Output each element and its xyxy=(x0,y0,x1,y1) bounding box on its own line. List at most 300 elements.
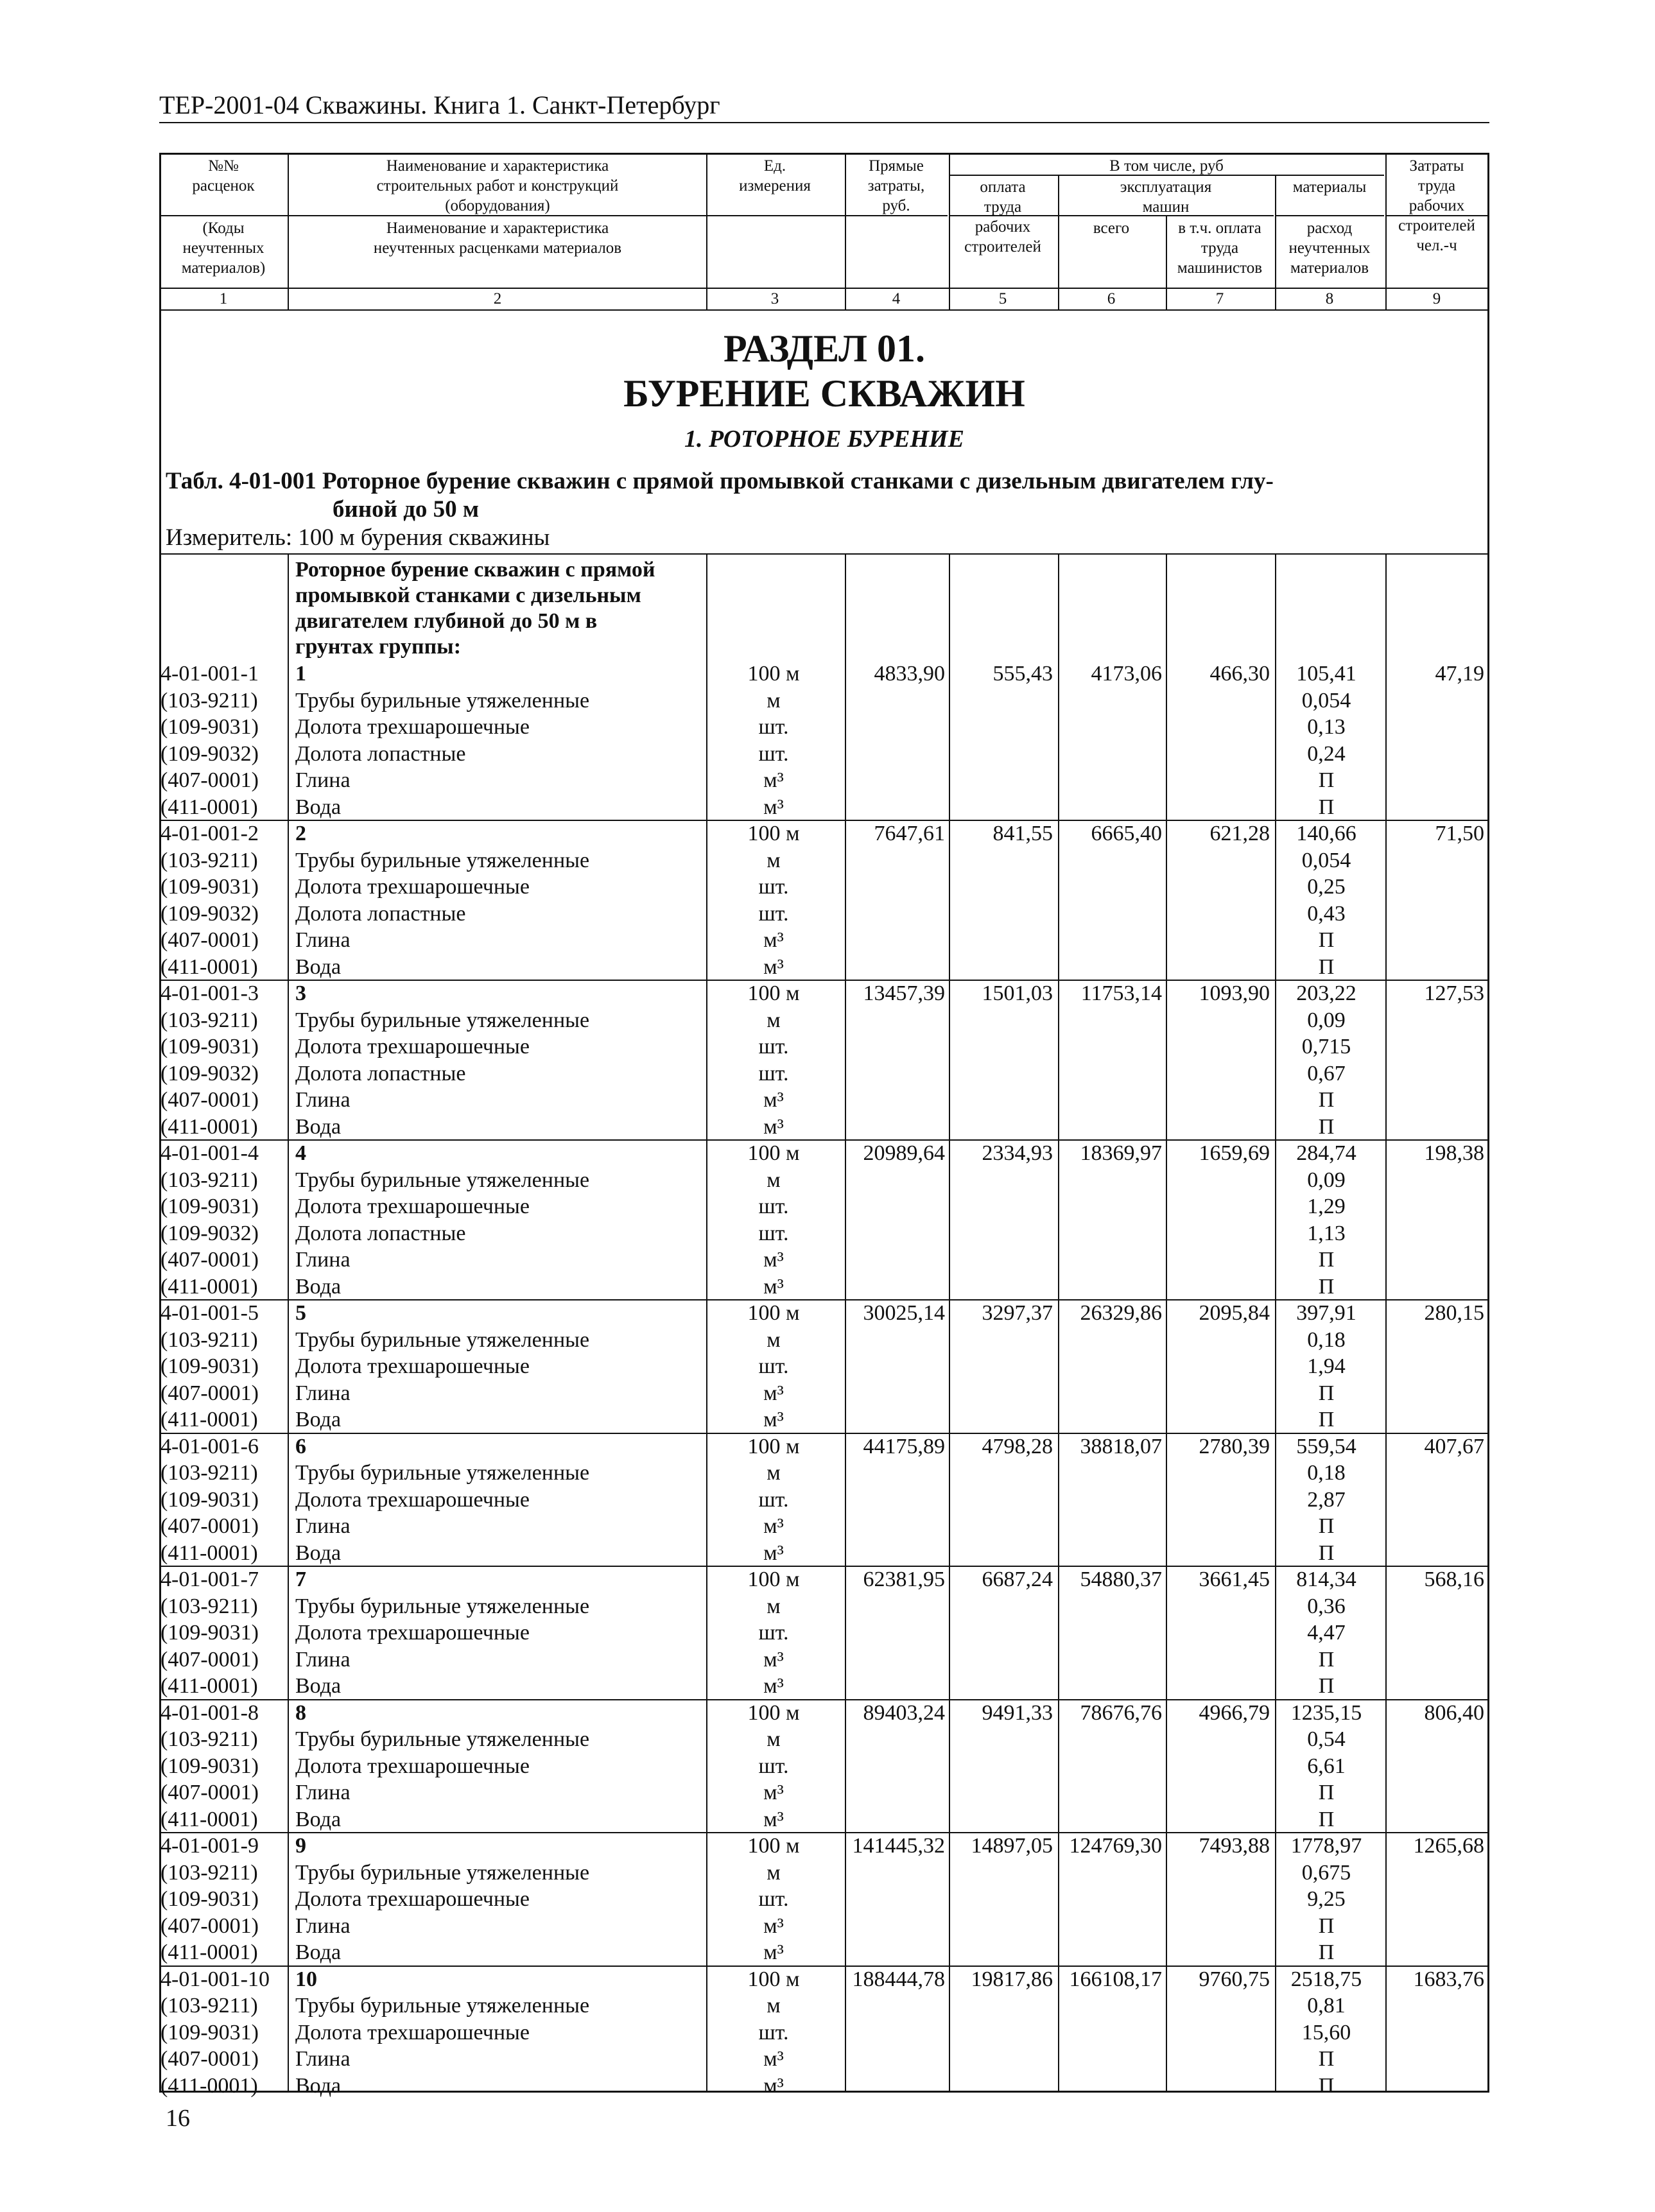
row-code: (407-0001) xyxy=(160,1248,259,1272)
row-c8: 397,91 xyxy=(1296,1301,1356,1325)
row-name: Трубы бурильные утяжеленные xyxy=(295,1008,590,1032)
mat-header: материалы xyxy=(1292,178,1367,196)
row-unit: 100 м xyxy=(747,1568,800,1591)
measurement-unit: Измеритель: 100 м бурения скважины xyxy=(166,524,550,551)
row-unit: м³ xyxy=(763,955,784,979)
row-c8: 0,09 xyxy=(1307,1168,1346,1192)
row-unit: шт. xyxy=(758,1061,789,1085)
row-unit: 100 м xyxy=(747,1301,800,1325)
col9-header: Затраты труда рабочих строителей чел.-ч xyxy=(1398,157,1475,254)
row-unit: 100 м xyxy=(747,1434,800,1458)
row-unit: м³ xyxy=(763,1914,784,1938)
row-name: Глина xyxy=(295,1647,351,1672)
row-unit: м xyxy=(767,1727,781,1751)
row-code: (411-0001) xyxy=(160,1674,258,1698)
row-code: (109-9031) xyxy=(160,1354,259,1378)
row-c9: 280,15 xyxy=(1424,1301,1484,1325)
row-code: (109-9032) xyxy=(160,1221,259,1245)
row-c8: 1,94 xyxy=(1307,1354,1346,1378)
row-name: Долота трехшарошечные xyxy=(295,715,530,739)
row-c8: П xyxy=(1318,1674,1335,1698)
row-code: (407-0001) xyxy=(160,1088,259,1112)
row-c6: 6665,40 xyxy=(1091,822,1162,845)
row-unit: м xyxy=(767,1594,781,1618)
row-code: 4-01-001-4 xyxy=(160,1141,259,1165)
row-unit: м xyxy=(767,1168,781,1192)
row-c8: 284,74 xyxy=(1296,1141,1356,1165)
row-c5: 3297,37 xyxy=(982,1301,1053,1325)
header-divider-c9 xyxy=(1385,215,1489,216)
row-c9: 198,38 xyxy=(1424,1141,1484,1165)
row-c6: 124769,30 xyxy=(1069,1834,1162,1858)
row-unit: шт. xyxy=(758,2020,789,2044)
row-unit: м³ xyxy=(763,1381,784,1405)
row-name: 9 xyxy=(295,1834,306,1858)
row-c4: 141445,32 xyxy=(852,1834,945,1858)
row-name: Глина xyxy=(295,1088,351,1112)
row-c8: П xyxy=(1318,928,1335,952)
row-c8: П xyxy=(1318,1781,1335,1804)
row-c6: 54880,37 xyxy=(1080,1568,1162,1591)
vline-b1 xyxy=(288,553,289,2093)
row-name: Глина xyxy=(295,1248,351,1272)
expl-header: эксплуатация машин xyxy=(1120,178,1212,216)
row-unit: шт. xyxy=(758,1195,789,1218)
row-unit: шт. xyxy=(758,715,789,739)
row-name: Вода xyxy=(295,795,342,819)
vline-b7 xyxy=(1275,553,1276,2093)
row-code: (407-0001) xyxy=(160,1647,259,1672)
colnum-6: 6 xyxy=(1107,290,1116,307)
vline-h2 xyxy=(706,153,707,309)
row-code: (103-9211) xyxy=(160,1860,258,1885)
header-divider-left xyxy=(159,215,948,216)
row-code: (411-0001) xyxy=(160,1807,258,1831)
row-c9: 47,19 xyxy=(1435,662,1484,686)
row-unit: м³ xyxy=(763,1114,784,1139)
row-code: (103-9211) xyxy=(160,1327,258,1352)
row-name: Вода xyxy=(295,1541,342,1565)
colnum-3: 3 xyxy=(770,290,779,307)
row-c6: 18369,97 xyxy=(1080,1141,1162,1165)
row-unit: м³ xyxy=(763,1541,784,1565)
colnum-1: 1 xyxy=(219,290,228,307)
row-name: Долота трехшарошечные xyxy=(295,1195,530,1218)
row-c8: П xyxy=(1318,1248,1335,1272)
row-code: 4-01-001-7 xyxy=(160,1568,259,1591)
row-name: Вода xyxy=(295,1807,342,1831)
row-code: (407-0001) xyxy=(160,928,259,952)
row-unit: м³ xyxy=(763,1248,784,1272)
row-unit: м³ xyxy=(763,1408,784,1431)
vline-h8 xyxy=(1385,153,1387,309)
row-unit: м xyxy=(767,1994,781,2018)
row-code: (103-9211) xyxy=(160,1994,258,2018)
row-name: Трубы бурильные утяжеленные xyxy=(295,688,590,713)
row-name: Трубы бурильные утяжеленные xyxy=(295,1860,590,1885)
row-unit: 100 м xyxy=(747,822,800,845)
row-c4: 13457,39 xyxy=(863,981,945,1005)
row-unit: м³ xyxy=(763,1781,784,1804)
row-unit: м xyxy=(767,848,781,872)
row-name: Глина xyxy=(295,1381,351,1405)
row-unit: м³ xyxy=(763,2073,784,2098)
vline-b3 xyxy=(845,553,846,2093)
row-c5: 6687,24 xyxy=(982,1568,1053,1591)
row-c8: 0,43 xyxy=(1307,901,1346,926)
row-c4: 7647,61 xyxy=(874,822,945,845)
row-c8: П xyxy=(1318,1914,1335,1938)
vline-h1 xyxy=(288,153,289,309)
colnum-8: 8 xyxy=(1325,290,1334,307)
page-number: 16 xyxy=(166,2105,190,2132)
row-c7: 7493,88 xyxy=(1199,1834,1270,1858)
row-name: 5 xyxy=(295,1301,306,1325)
row-code: 4-01-001-9 xyxy=(160,1834,259,1858)
row-c6: 4173,06 xyxy=(1091,662,1162,686)
row-code: 4-01-001-6 xyxy=(160,1434,259,1458)
row-code: 4-01-001-10 xyxy=(160,1967,270,1991)
col3-header: Ед. измерения xyxy=(739,157,811,194)
row-c8: 0,25 xyxy=(1307,875,1346,899)
colnum-bottom xyxy=(159,309,1489,311)
row-name: Трубы бурильные утяжеленные xyxy=(295,1327,590,1352)
row-c7: 466,30 xyxy=(1209,662,1270,686)
row-code: (103-9211) xyxy=(160,1008,258,1032)
row-unit: м³ xyxy=(763,1807,784,1831)
section-subtitle: 1. РОТОРНОЕ БУРЕНИЕ xyxy=(684,426,964,453)
section-title-1: РАЗДЕЛ 01. xyxy=(723,327,926,370)
row-c7: 9760,75 xyxy=(1199,1967,1270,1991)
row-code: (109-9031) xyxy=(160,875,259,899)
row-c7: 2780,39 xyxy=(1199,1434,1270,1458)
row-code: (109-9031) xyxy=(160,1887,259,1911)
row-c8: 1235,15 xyxy=(1290,1700,1362,1725)
row-name: Глина xyxy=(295,768,351,792)
row-unit: м³ xyxy=(763,768,784,792)
row-code: 4-01-001-2 xyxy=(160,822,259,845)
colnum-9: 9 xyxy=(1432,290,1441,307)
vline-h4 xyxy=(949,153,950,309)
vline-b5 xyxy=(1058,553,1059,2093)
col4-header: Прямые затраты, руб. xyxy=(867,157,925,214)
row-name: Трубы бурильные утяжеленные xyxy=(295,1461,590,1485)
row-unit: шт. xyxy=(758,741,789,766)
row-c5: 555,43 xyxy=(992,662,1053,686)
row-c6: 26329,86 xyxy=(1080,1301,1162,1325)
row-c5: 9491,33 xyxy=(982,1700,1053,1725)
row-code: (411-0001) xyxy=(160,795,258,819)
row-c8: 9,25 xyxy=(1307,1887,1346,1911)
row-code: (103-9211) xyxy=(160,1461,258,1485)
row-c9: 568,16 xyxy=(1424,1568,1484,1591)
row-unit: 100 м xyxy=(747,1141,800,1165)
row-c7: 621,28 xyxy=(1209,822,1270,845)
row-code: (407-0001) xyxy=(160,2047,259,2071)
row-c8: 1,13 xyxy=(1307,1221,1346,1245)
row-unit: 100 м xyxy=(747,662,800,686)
row-code: (109-9032) xyxy=(160,1061,259,1085)
page-header: ТЕР-2001-04 Скважины. Книга 1. Санкт-Петербург xyxy=(159,91,720,119)
row-unit: м³ xyxy=(763,1514,784,1538)
row-unit: м³ xyxy=(763,1088,784,1112)
row-c4: 20989,64 xyxy=(863,1141,945,1165)
row-c7: 4966,79 xyxy=(1199,1700,1270,1725)
row-code: (411-0001) xyxy=(160,1940,258,1964)
row-c4: 188444,78 xyxy=(852,1967,945,1991)
col1-subheader: (Коды неучтенных материалов) xyxy=(181,220,266,277)
row-code: (109-9031) xyxy=(160,1195,259,1218)
row-name: 10 xyxy=(295,1967,317,1991)
row-unit: шт. xyxy=(758,875,789,899)
row-code: (411-0001) xyxy=(160,1114,258,1139)
row-c8: П xyxy=(1318,768,1335,792)
row-unit: м³ xyxy=(763,1647,784,1672)
colnum-7: 7 xyxy=(1215,290,1224,307)
col2-subheader: Наименование и характеристика неучтенных расценками материалов xyxy=(373,220,622,257)
row-code: (109-9031) xyxy=(160,1487,259,1512)
row-unit: 100 м xyxy=(747,1834,800,1858)
row-c6: 38818,07 xyxy=(1080,1434,1162,1458)
row-code: (411-0001) xyxy=(160,1274,258,1299)
row-unit: м xyxy=(767,1008,781,1032)
row-code: (411-0001) xyxy=(160,2073,258,2098)
row-c8: 0,18 xyxy=(1307,1461,1346,1485)
row-code: (109-9031) xyxy=(160,715,259,739)
row-c8: 0,54 xyxy=(1307,1727,1346,1751)
row-c5: 2334,93 xyxy=(982,1141,1053,1165)
row-unit: шт. xyxy=(758,1354,789,1378)
row-unit: м³ xyxy=(763,928,784,952)
row-code: (103-9211) xyxy=(160,1594,258,1618)
col5-header: оплата труда рабочих строителей xyxy=(964,178,1041,255)
row-unit: шт. xyxy=(758,1487,789,1512)
row-name: Вода xyxy=(295,955,342,979)
row-name: Вода xyxy=(295,1274,342,1299)
row-c4: 30025,14 xyxy=(863,1301,945,1325)
row-c8: 0,675 xyxy=(1301,1860,1351,1885)
row-c5: 14897,05 xyxy=(971,1834,1053,1858)
row-c8: 0,18 xyxy=(1307,1327,1346,1352)
row-c8: П xyxy=(1318,1408,1335,1431)
row-c5: 4798,28 xyxy=(982,1434,1053,1458)
col2-header: Наименование и характеристика строительных работ и конструкций (оборудования) xyxy=(376,157,619,214)
row-unit: м xyxy=(767,1461,781,1485)
row-code: (407-0001) xyxy=(160,768,259,792)
row-c9: 806,40 xyxy=(1424,1700,1484,1725)
row-c4: 89403,24 xyxy=(863,1700,945,1725)
row-unit: м xyxy=(767,688,781,713)
row-c8: П xyxy=(1318,1274,1335,1299)
row-code: (109-9032) xyxy=(160,741,259,766)
header-divider-mat xyxy=(1275,215,1384,216)
row-c8: П xyxy=(1318,1088,1335,1112)
row-name: 2 xyxy=(295,822,306,845)
row-name: Вода xyxy=(295,2073,342,2098)
row-code: (411-0001) xyxy=(160,955,258,979)
row-c5: 841,55 xyxy=(992,822,1053,845)
row-c7: 1659,69 xyxy=(1199,1141,1270,1165)
row-c8: 105,41 xyxy=(1296,662,1356,686)
row-name: Долота трехшарошечные xyxy=(295,1487,530,1512)
col1-header: №№ расценок xyxy=(192,157,255,194)
row-c8: 2,87 xyxy=(1307,1487,1346,1512)
row-c9: 71,50 xyxy=(1435,822,1484,845)
row-name: 4 xyxy=(295,1141,306,1165)
row-unit: м³ xyxy=(763,2047,784,2071)
row-code: 4-01-001-8 xyxy=(160,1700,259,1725)
row-c6: 166108,17 xyxy=(1069,1967,1162,1991)
row-code: (109-9031) xyxy=(160,1035,259,1058)
row-code: (411-0001) xyxy=(160,1541,258,1565)
row-code: (103-9211) xyxy=(160,1727,258,1751)
row-c9: 1683,76 xyxy=(1413,1967,1484,1991)
row-name: Глина xyxy=(295,928,351,952)
row-name: 6 xyxy=(295,1434,306,1458)
row-c8: 814,34 xyxy=(1296,1568,1356,1591)
row-name: Трубы бурильные утяжеленные xyxy=(295,1594,590,1618)
row-unit: 100 м xyxy=(747,981,800,1005)
section-title-2: БУРЕНИЕ СКВАЖИН xyxy=(623,372,1025,415)
row-name: 7 xyxy=(295,1568,306,1591)
row-name: Глина xyxy=(295,2047,351,2071)
row-c8: 203,22 xyxy=(1296,981,1356,1005)
row-c8: 559,54 xyxy=(1296,1434,1356,1458)
row-unit: шт. xyxy=(758,1754,789,1778)
row-code: (407-0001) xyxy=(160,1781,259,1804)
row-c8: 2518,75 xyxy=(1290,1967,1362,1991)
row-c8: 0,36 xyxy=(1307,1594,1346,1618)
row-c7: 2095,84 xyxy=(1199,1301,1270,1325)
header-divider-c5 xyxy=(949,215,1058,216)
row-c8: 0,81 xyxy=(1307,1994,1346,2018)
row-code: (109-9032) xyxy=(160,901,259,926)
row-c6: 78676,76 xyxy=(1080,1700,1162,1725)
row-c4: 4833,90 xyxy=(874,662,945,686)
row-name: 3 xyxy=(295,981,306,1005)
row-c8: 0,13 xyxy=(1307,715,1346,739)
row-c8: 4,47 xyxy=(1307,1621,1346,1645)
row-c8: 6,61 xyxy=(1307,1754,1346,1778)
row-code: (109-9031) xyxy=(160,1754,259,1778)
row-unit: м³ xyxy=(763,1674,784,1698)
vline-b6 xyxy=(1166,553,1167,2093)
row-c6: 11753,14 xyxy=(1080,981,1162,1005)
col7-header: в т.ч. оплата труда машинистов xyxy=(1177,220,1263,277)
row-unit: м³ xyxy=(763,795,784,819)
row-c8: 0,715 xyxy=(1301,1035,1351,1058)
row-unit: шт. xyxy=(758,1035,789,1058)
row-c7: 3661,45 xyxy=(1199,1568,1270,1591)
row-c7: 1093,90 xyxy=(1199,981,1270,1005)
row-c8: 0,24 xyxy=(1307,741,1346,766)
row-c8: 1,29 xyxy=(1307,1195,1346,1218)
row-name: Глина xyxy=(295,1914,351,1938)
row-name: Долота трехшарошечные xyxy=(295,1354,530,1378)
row-c8: П xyxy=(1318,1940,1335,1964)
row-c8: 0,09 xyxy=(1307,1008,1346,1032)
row-name: Долота трехшарошечные xyxy=(295,875,530,899)
row-code: (411-0001) xyxy=(160,1408,258,1431)
row-name: 1 xyxy=(295,662,306,686)
row-name: Вода xyxy=(295,1114,342,1139)
row-code: (407-0001) xyxy=(160,1514,259,1538)
row-name: Глина xyxy=(295,1781,351,1804)
row-name: Долота лопастные xyxy=(295,741,466,766)
row-unit: м³ xyxy=(763,1940,784,1964)
row-c8: П xyxy=(1318,1514,1335,1538)
row-name: Долота трехшарошечные xyxy=(295,2020,530,2044)
row-code: (109-9031) xyxy=(160,1621,259,1645)
colnum-5: 5 xyxy=(998,290,1007,307)
group-desc: Роторное бурение скважин с прямой промывкой станками с дизельным двигателем глубиной до 50 м в грунтах группы: xyxy=(295,558,655,659)
row-name: Глина xyxy=(295,1514,351,1538)
row-c4: 44175,89 xyxy=(863,1434,945,1458)
row-code: 4-01-001-3 xyxy=(160,981,259,1005)
row-c9: 407,67 xyxy=(1424,1434,1484,1458)
row-c8: П xyxy=(1318,1381,1335,1405)
row-c8: 1778,97 xyxy=(1290,1834,1362,1858)
row-name: Долота трехшарошечные xyxy=(295,1035,530,1058)
row-c8: 140,66 xyxy=(1296,822,1356,845)
row-unit: шт. xyxy=(758,1621,789,1645)
row-name: Долота трехшарошечные xyxy=(295,1754,530,1778)
row-unit: м xyxy=(767,1860,781,1885)
row-name: 8 xyxy=(295,1700,306,1725)
row-code: (103-9211) xyxy=(160,688,258,713)
row-c8: 0,054 xyxy=(1301,688,1351,713)
row-c8: 0,054 xyxy=(1301,848,1351,872)
row-c8: П xyxy=(1318,2073,1335,2098)
row-unit: м³ xyxy=(763,1274,784,1299)
row-code: (109-9031) xyxy=(160,2020,259,2044)
row-c8: П xyxy=(1318,795,1335,819)
row-name: Долота трехшарошечные xyxy=(295,1621,530,1645)
row-name: Трубы бурильные утяжеленные xyxy=(295,1168,590,1192)
row-name: Трубы бурильные утяжеленные xyxy=(295,1727,590,1751)
row-name: Вода xyxy=(295,1408,342,1431)
header-divider-incl xyxy=(949,175,1384,176)
meter-rule xyxy=(159,553,1489,555)
row-c8: П xyxy=(1318,1647,1335,1672)
row-name: Вода xyxy=(295,1940,342,1964)
row-unit: шт. xyxy=(758,1221,789,1245)
row-c8: П xyxy=(1318,955,1335,979)
row-code: (103-9211) xyxy=(160,1168,258,1192)
incl-header: В том числе, руб xyxy=(1109,157,1224,175)
row-c9: 1265,68 xyxy=(1413,1834,1484,1858)
row-unit: 100 м xyxy=(747,1700,800,1725)
row-code: 4-01-001-1 xyxy=(160,662,259,686)
row-name: Вода xyxy=(295,1674,342,1698)
row-c4: 62381,95 xyxy=(863,1568,945,1591)
col8-header: расход неучтенных материалов xyxy=(1288,220,1371,277)
row-code: 4-01-001-5 xyxy=(160,1301,259,1325)
colnum-2: 2 xyxy=(493,290,502,307)
row-name: Трубы бурильные утяжеленные xyxy=(295,1994,590,2018)
row-code: (407-0001) xyxy=(160,1914,259,1938)
row-unit: шт. xyxy=(758,901,789,926)
row-c8: 0,67 xyxy=(1307,1061,1346,1085)
row-c8: П xyxy=(1318,1541,1335,1565)
row-c8: П xyxy=(1318,2047,1335,2071)
row-name: Долота лопастные xyxy=(295,901,466,926)
row-c8: П xyxy=(1318,1807,1335,1831)
row-c9: 127,53 xyxy=(1424,981,1484,1005)
row-c8: 15,60 xyxy=(1301,2020,1351,2044)
row-name: Долота трехшарошечные xyxy=(295,1887,530,1911)
row-c5: 19817,86 xyxy=(971,1967,1053,1991)
